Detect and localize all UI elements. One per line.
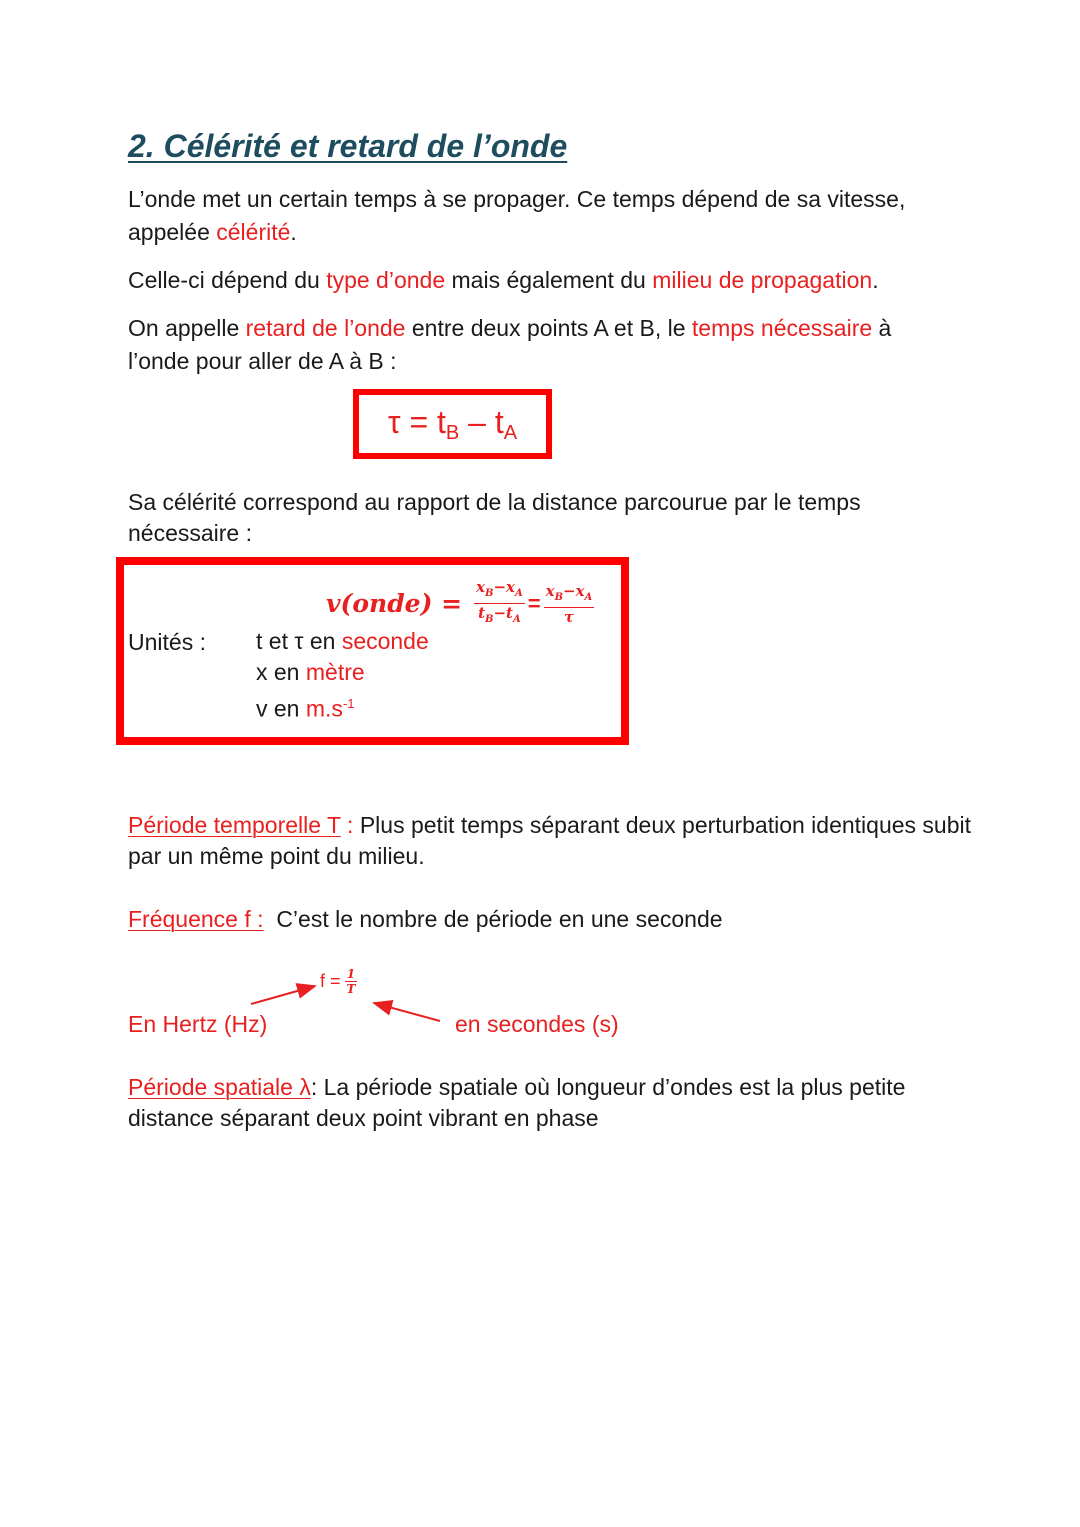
term-temps-necessaire: temps nécessaire <box>691 315 873 341</box>
paragraph-celerite-rapport: Sa célérité correspond au rapport de la distance parcourue par le temps nécessaire : <box>128 489 861 546</box>
paragraph-retard-definition: On appelle retard de l’onde entre deux points A et B, le temps nécessaire à l’onde pour aller de A à B : <box>128 315 892 374</box>
section-title: 2. Célérité et retard de l’onde <box>128 128 568 164</box>
arrow-to-f <box>251 986 315 1004</box>
annotation-secondes: en secondes (s) <box>455 1011 619 1037</box>
term-periode-spatiale: Période spatiale λ <box>128 1074 311 1100</box>
unit-speed: v en $m.s^{-1}$ <box>256 695 355 722</box>
term-periode-temporelle: Période temporelle T <box>128 812 341 838</box>
fraction-distance-temps: $\frac{x_B-x_A}{t_B-t_A}$ <box>476 578 523 625</box>
celerite-formula: v(onde) = $\frac{x_B-x_A}{t_B-t_A}$ = $\frac{x_B-x_A}{\tau}$ <box>326 578 594 629</box>
definition-periode-temporelle: Période temporelle T : Plus petit temps séparant deux perturbation identiques subit par un même point du milieu. <box>128 812 971 869</box>
unit-time: t et τ en seconde <box>256 628 429 654</box>
annotation-hertz: En Hertz (Hz) <box>128 1011 268 1037</box>
definition-frequence: Fréquence f : C’est le nombre de période en une seconde <box>128 906 723 932</box>
term-type-onde: type d’onde <box>326 267 446 293</box>
units-label: Unités : <box>128 629 206 655</box>
term-milieu-propagation: milieu de propagation <box>652 267 873 293</box>
paragraph-celerite-dependance: Celle-ci dépend du type d’onde mais également du milieu de propagation. <box>128 267 879 293</box>
arrow-to-t <box>374 1003 440 1021</box>
frequency-formula: f = $\frac{1}{T}$ <box>320 967 356 996</box>
unit-distance: x en mètre <box>256 659 365 685</box>
term-frequence: Fréquence f : <box>128 906 264 932</box>
paragraph-celerite-intro: L’onde met un certain temps à se propager. Ce temps dépend de sa vitesse, appelée célérité. <box>128 186 906 245</box>
definition-periode-spatiale: Période spatiale λ: La période spatiale où longueur d’ondes est la plus petite distance séparant deux point vibrant en phase <box>128 1074 906 1131</box>
retard-formula: $\tau = t_B - t_A$ <box>387 403 518 444</box>
term-retard-onde: retard de l’onde <box>245 315 406 341</box>
fraction-distance-tau: $\frac{x_B-x_A}{\tau}$ <box>545 581 593 626</box>
term-celerite: célérité <box>216 219 291 245</box>
